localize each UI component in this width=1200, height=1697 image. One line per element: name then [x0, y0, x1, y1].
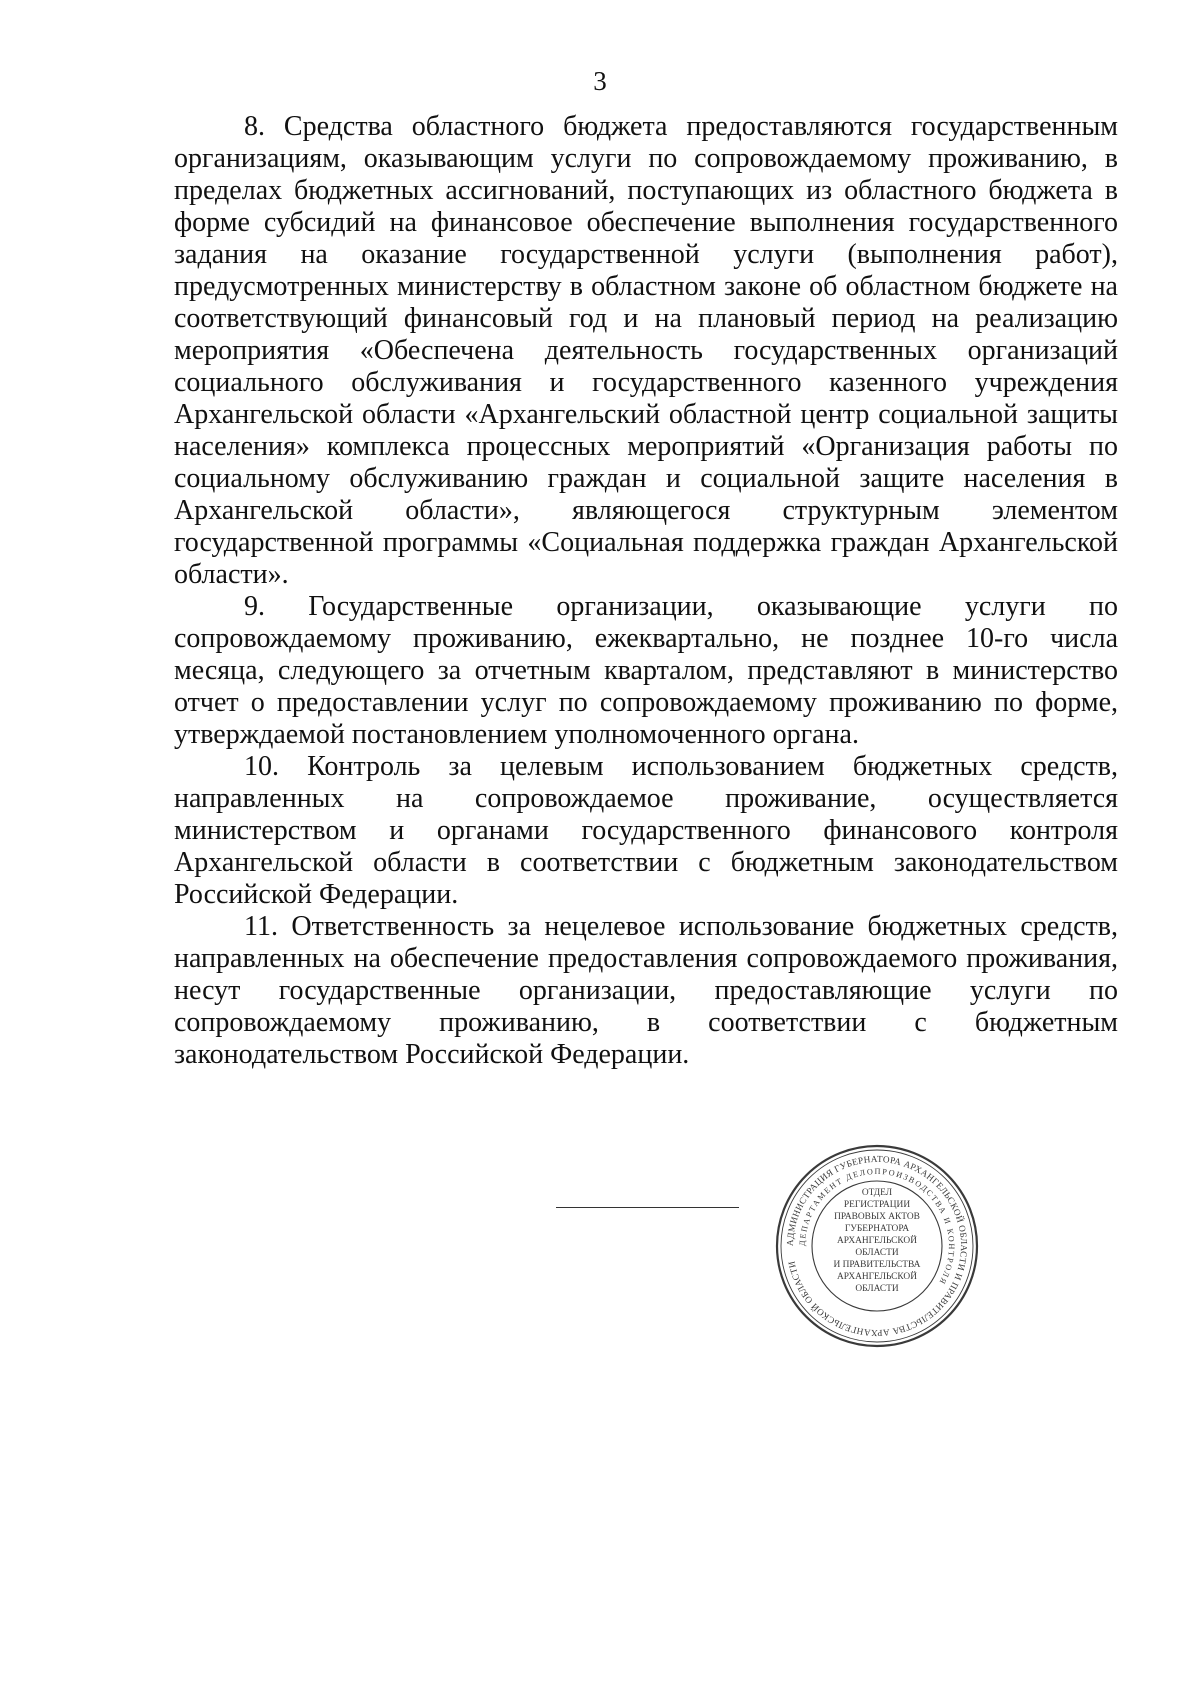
- stamp-center-line: ГУБЕРНАТОРА: [844, 1224, 910, 1234]
- stamp-center-line: ОБЛАСТИ: [855, 1248, 899, 1258]
- stamp-inner-ring-path: ДЕПАРТАМЕНТ ДЕЛОПРОИЗВОДСТВА И КОНТРОЛЯ: [797, 1166, 957, 1287]
- document-body: [174, 111, 1118, 1071]
- stamp-center-line: РЕГИСТРАЦИИ: [843, 1200, 911, 1210]
- paragraph-9: 9. Государственные организации, оказывающие услуги по сопровождаемому проживанию, ежеквартально, не позднее 10-го числа месяца, следующего за отчетным кварталом, представляют в министерство отчет о предоставлении услуг по сопровождаемому проживанию по форме, утверждаемой постановлением уполномоченного органа.: [174, 591, 1118, 750]
- page-number: 3: [593, 66, 607, 96]
- stamp-center-line: ОТДЕЛ: [861, 1188, 893, 1198]
- paragraph-8: 8. Средства областного бюджета предоставляются государственным организациям, оказывающим услуги по сопровождаемому проживанию, в пределах бюджетных ассигнований, поступающих из областного бюджета в форме субсидий на финансовое обеспечение выполнения государственного задания на оказание государственной услуги (выполнения работ), предусмотренных министерству в областном законе об областном бюджете на соответствующий финансовый год и на плановый период на реализацию мероприятия «Обеспечена деятельность государственных организаций социального обслуживания и государственного казенного учреждения Архангельской области «Архангельский областной центр социальной защиты населения» комплекса процессных мероприятий «Организация работы по социальному обслуживанию граждан и социальной защите населения в Архангельской области», являющегося структурным элементом государственной программы «Социальная поддержка граждан Архангельской области».: [174, 111, 1118, 590]
- paragraph-10: 10. Контроль за целевым использованием бюджетных средств, направленных на сопровождаемое проживание, осуществляется министерством и органами государственного финансового контроля Архангельской области в соответствии с бюджетным законодательством Российской Федерации.: [174, 751, 1118, 910]
- registration-stamp: [774, 1143, 980, 1349]
- stamp-center-line: ПРАВОВЫХ АКТОВ: [834, 1212, 920, 1222]
- paragraph-11: 11. Ответственность за нецелевое использование бюджетных средств, направленных на обеспечение предоставления сопровождаемого проживания, несут государственные организации, предоставляющие услуги по сопровождаемому проживанию, в соответствии с бюджетным законодательством Российской Федерации.: [174, 911, 1118, 1070]
- stamp-center-line: АРХАНГЕЛЬСКОЙ: [837, 1272, 917, 1282]
- stamp-outer-ring-path: АДМИНИСТРАЦИЯ ГУБЕРНАТОРА АРХАНГЕЛЬСКОЙ ОБЛАСТИ И ПРАВИТЕЛЬСТВА АРХАНГЕЛЬСКОЙ ОБЛАСТИ: [784, 1153, 970, 1339]
- stamp-center-line: И ПРАВИТЕЛЬСТВА: [833, 1260, 921, 1270]
- signature-line: [556, 1207, 739, 1208]
- stamp-seal-graphic: [774, 1143, 980, 1349]
- stamp-center-line: ОБЛАСТИ: [855, 1284, 899, 1294]
- stamp-center-line: АРХАНГЕЛЬСКОЙ: [837, 1236, 917, 1246]
